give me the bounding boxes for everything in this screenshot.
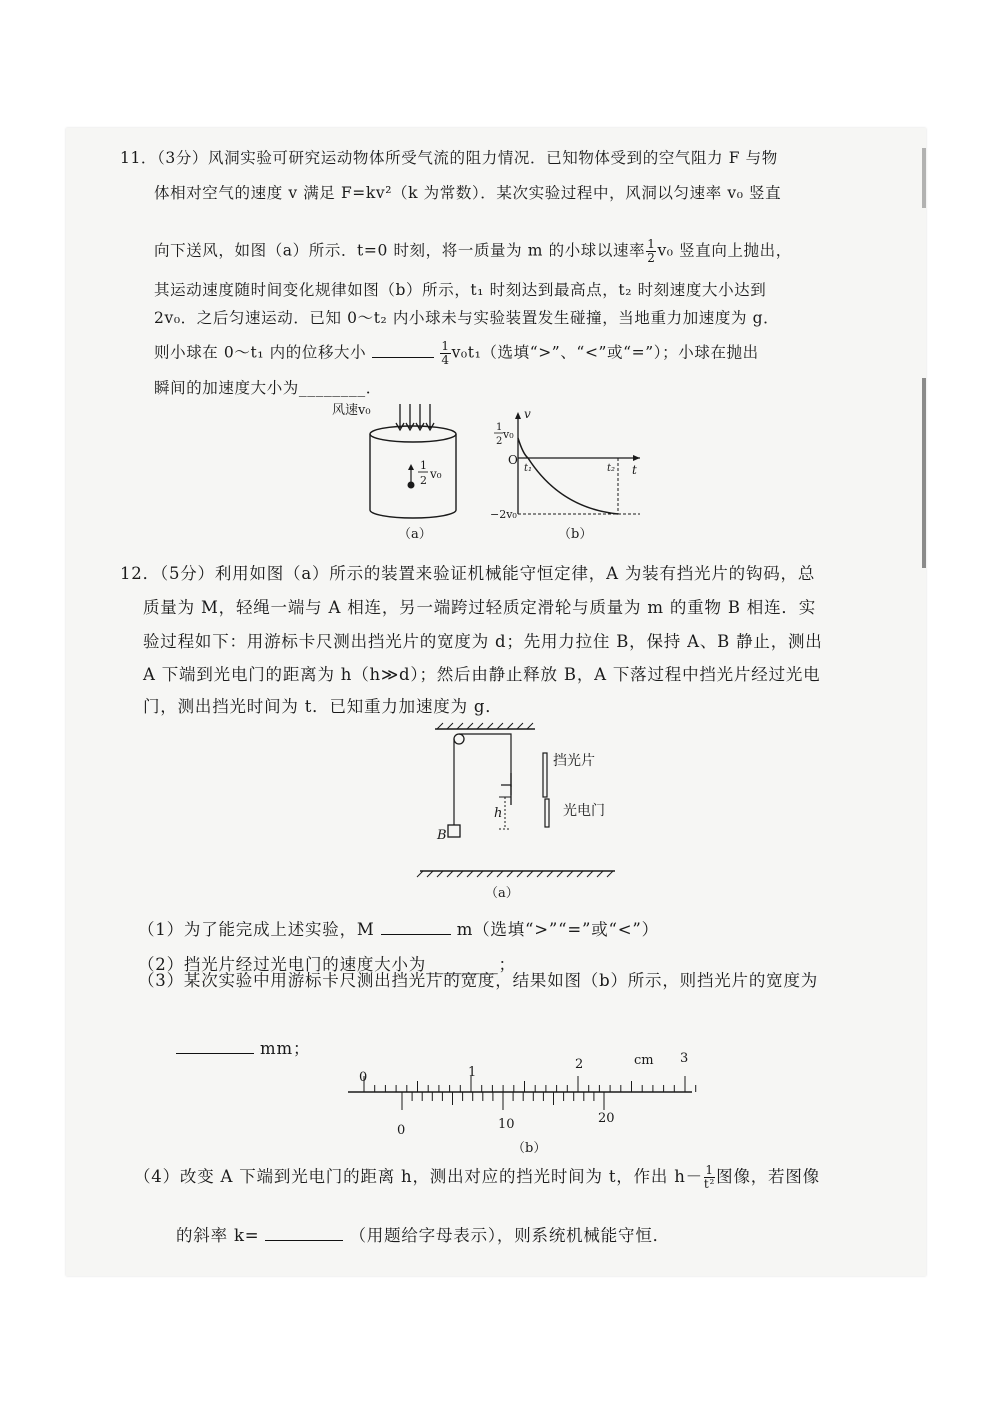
q11-line-7: 瞬间的加速度大小为________．: [154, 379, 382, 397]
q12-line-1: 12．（5分）利用如图（a）所示的装置来验证机械能守恒定律，A 为装有挡光片的钩码，总: [120, 564, 816, 583]
photogate-icon: [545, 799, 549, 827]
t1-label: t₁: [524, 463, 533, 474]
vernier-label-10: 10: [498, 1117, 515, 1132]
svg-text:2: 2: [420, 474, 427, 487]
answer-blank-4[interactable]: [265, 1226, 343, 1241]
answer-blank-3[interactable]: [176, 1039, 254, 1054]
q11-line-3-pre: 向下送风，如图（a）所示．t=0 时刻，将一质量为 m 的小球以速率: [154, 241, 646, 260]
v-axis-label: v: [524, 407, 531, 421]
q12-line-2: 质量为 M，轻绳一端与 A 相连，另一端跨过轻质定滑轮与质量为 m 的重物 B 相连．实: [143, 598, 816, 617]
q12-sub4b-pre: 的斜率 k=: [176, 1226, 260, 1245]
velocity-curve: [518, 438, 618, 514]
pulley-icon: [454, 734, 464, 744]
scan-edge-mark: [922, 378, 926, 568]
t2-label: t₂: [607, 463, 616, 474]
q12-sub4: [134, 1163, 820, 1191]
q11-line-6-post: v₀t₁（选填“>”、“<”或“=”）；小球在抛出: [451, 343, 759, 362]
q12-sub2: （2）挡光片经过光电门的速度大小为________；: [138, 955, 516, 974]
label-photogate: 光电门: [563, 803, 605, 819]
cylinder-icon: [370, 426, 456, 518]
svg-text:2: 2: [496, 436, 503, 447]
unit-label: cm: [634, 1053, 654, 1068]
q11-line-5: 2v₀．之后匀速运动．已知 0～t₂ 内小球未与实验装置发生碰撞，当地重力加速度为 g．: [154, 309, 780, 327]
q12-line-4: A 下端到光电门的距离为 h（h≫d）；然后由静止释放 B，A 下落过程中挡光片经过光电: [143, 665, 821, 684]
figure-12b-caption: （b）: [512, 1141, 547, 1156]
tick-minus-2v0: −2v₀: [490, 508, 517, 521]
q12-sub3-unit: mm；: [260, 1039, 311, 1058]
answer-blank-compare[interactable]: [372, 343, 434, 358]
q12-sub3: （3）某次实验中用游标卡尺测出挡光片的宽度，结果如图（b）所示，则挡光片的宽度为: [138, 971, 819, 990]
tick-half-v0: v₀: [503, 428, 514, 441]
label-b: B: [437, 828, 447, 843]
svg-text:1: 1: [420, 459, 427, 472]
vernier-scale-ticks: [402, 1092, 604, 1110]
quarter-fraction: $\frac{1}{4}$: [441, 339, 450, 367]
origin-label: O: [508, 453, 518, 467]
shutter-icon: [543, 753, 547, 797]
answer-blank-1[interactable]: [381, 920, 451, 935]
vernier-label-20: 20: [598, 1111, 615, 1126]
main-label-3: 3: [680, 1051, 689, 1066]
vernier-caliper-figure: [340, 1050, 710, 1160]
wind-speed-label: 风速v₀: [332, 403, 371, 418]
label-shutter: 挡光片: [553, 753, 595, 769]
ball-icon: [408, 482, 415, 489]
q11-line-3: [154, 238, 792, 265]
q11-line-2: 体相对空气的速度 v 满足 F=kv²（k 为常数）．某次实验过程中，风洞以匀速率 v₀ 竖直: [154, 184, 782, 202]
q11-line-6: [154, 340, 759, 367]
main-label-0: 0: [359, 1070, 368, 1085]
scan-edge-mark: [922, 148, 926, 208]
q12-sub3-answer: [176, 1035, 310, 1059]
wind-tunnel-figure: [330, 398, 470, 548]
rope-a: [459, 734, 511, 787]
q11-line-3-post: v₀ 竖直向上抛出，: [657, 241, 792, 260]
main-label-1: 1: [468, 1065, 477, 1080]
q12-sub1-post: m（选填“>”“=”或“<”）: [456, 920, 659, 939]
label-h: h: [494, 806, 503, 821]
weight-a-icon: [501, 785, 511, 795]
figure-12a-caption: （a）: [485, 886, 519, 901]
half-fraction: $\frac{1}{2}$: [647, 237, 656, 265]
t-axis-label: t: [632, 463, 637, 477]
q12-sub4-slope: [176, 1222, 670, 1246]
figure-a-caption: （a）: [398, 527, 432, 542]
weight-b-icon: [448, 825, 460, 837]
q12-sub4-pre: （4）改变 A 下端到光电门的距离 h，测出对应的挡光时间为 t，作出 h－: [134, 1167, 703, 1186]
floor-hatch: [417, 871, 613, 877]
q11-line-1: 11．（3分）风洞实验可研究运动物体所受气流的阻力情况．已知物体受到的空气阻力 F 与物: [120, 149, 778, 167]
main-label-2: 2: [575, 1057, 584, 1072]
ball-speed-label: v₀: [430, 467, 442, 481]
q11-line-6-pre: 则小球在 0～t₁ 内的位移大小: [154, 343, 367, 362]
q12-sub1-pre: （1）为了能完成上述实验，M: [138, 920, 375, 939]
q11-line-4: 其运动速度随时间变化规律如图（b）所示，t₁ 时刻达到最高点，t₂ 时刻速度大小达到: [154, 281, 767, 299]
q12-line-3: 验过程如下：用游标卡尺测出挡光片的宽度为 d；先用力拉住 B，保持 A、B 静止，测出: [143, 632, 823, 651]
svg-text:1: 1: [496, 422, 503, 433]
q12-line-5: 门，测出挡光时间为 t．已知重力加速度为 g．: [143, 697, 503, 716]
inverse-t-squared-fraction: $\frac{1}{\text{t²}}$: [703, 1163, 716, 1191]
vernier-label-0: 0: [397, 1123, 406, 1138]
q12-sub4-post: 图像，若图像: [716, 1167, 820, 1186]
main-scale-ticks: [364, 1076, 696, 1092]
vt-graph: [490, 408, 650, 548]
q12-sub4b-post: （用题给字母表示），则系统机械能守恒．: [349, 1226, 670, 1245]
figure-b-caption: （b）: [558, 527, 593, 542]
pulley-apparatus-figure: [415, 725, 635, 900]
q12-sub1: [138, 916, 659, 940]
